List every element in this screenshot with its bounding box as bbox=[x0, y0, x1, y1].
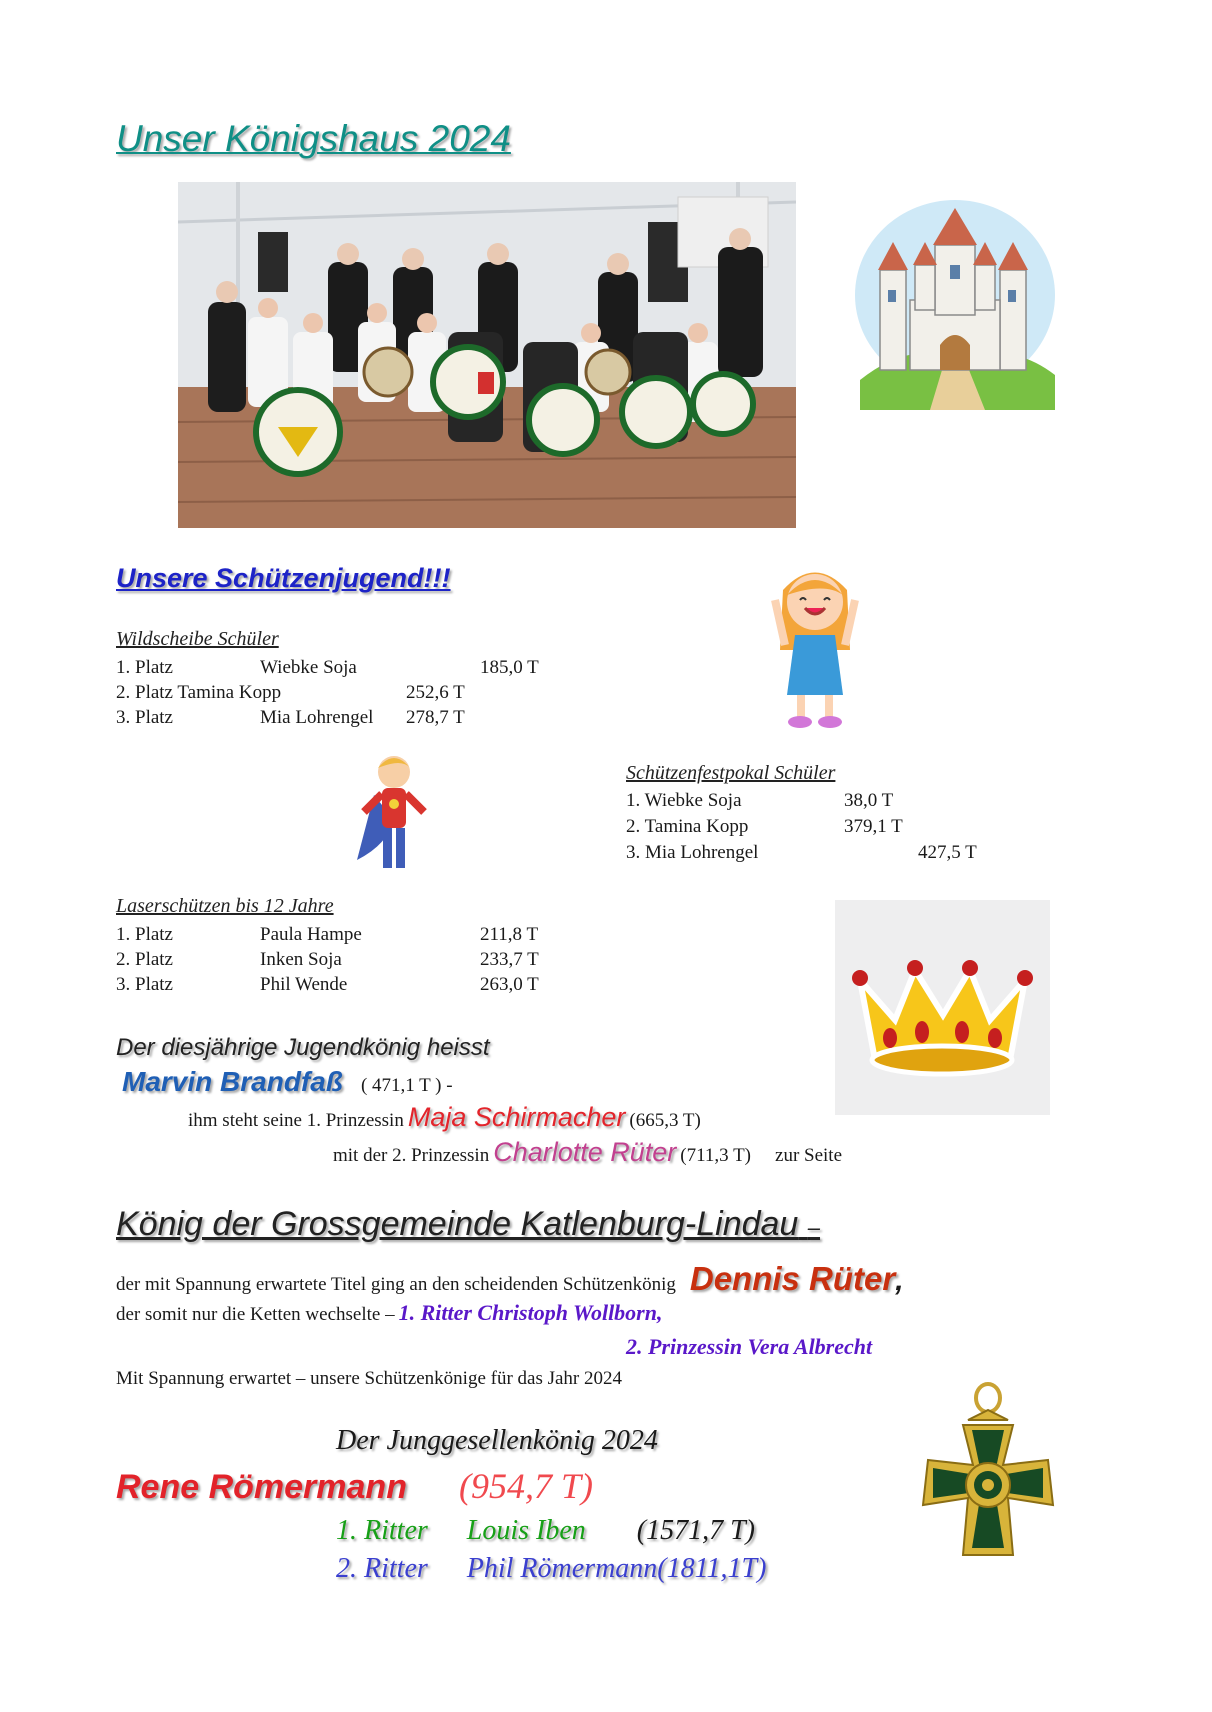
prinzessin-1-score: (665,3 T) bbox=[629, 1110, 701, 1131]
junggesellen-king: Rene Römermann bbox=[116, 1468, 407, 1506]
jugendkoenig-line bbox=[122, 1066, 453, 1098]
prinzessin-1-label: ihm steht seine 1. Prinzessin bbox=[188, 1110, 404, 1131]
prinzessin-1-name: Maja Schirmacher bbox=[407, 1102, 626, 1132]
junggesellen-ritter-2-name: Phil Römermann(1811,1T) bbox=[466, 1553, 767, 1584]
laser-score: 263,0 T bbox=[480, 974, 539, 995]
prinzessin-2-label: mit der 2. Prinzessin bbox=[333, 1145, 490, 1166]
laser-row-2 bbox=[116, 947, 576, 972]
laser-score: 233,7 T bbox=[480, 949, 539, 970]
wildscheibe-name: Wiebke Soja bbox=[260, 657, 357, 678]
wildscheibe-score: 278,7 T bbox=[406, 707, 465, 728]
pokal-row-2 bbox=[626, 814, 1006, 839]
prinzessin-2-post: zur Seite bbox=[775, 1145, 843, 1166]
wildscheibe-score: 252,6 T bbox=[406, 682, 465, 703]
pokal-name: 1. Wiebke Soja bbox=[626, 790, 742, 811]
gemeinde-title: König der Grossgemeinde Katlenburg-Lindau bbox=[116, 1205, 799, 1243]
crown-illustration bbox=[835, 900, 1050, 1115]
gemeinde-line-2 bbox=[116, 1300, 662, 1326]
gemeinde-dash: – bbox=[807, 1215, 821, 1240]
pokal-score: 427,5 T bbox=[918, 842, 977, 863]
junggesellen-king-line bbox=[116, 1465, 593, 1507]
gemeinde-text-1: der mit Spannung erwartete Titel ging an den scheidenden Schützenkönig bbox=[116, 1274, 676, 1295]
jugendkoenig-score: ( 471,1 T ) - bbox=[360, 1075, 453, 1096]
gemeinde-heading bbox=[116, 1205, 820, 1244]
wildscheibe-heading: Wildscheibe Schüler bbox=[116, 628, 279, 650]
junggesellen-ritter-1-name: Louis Iben bbox=[466, 1515, 586, 1546]
junggesellen-ritter-1-label: 1. Ritter bbox=[336, 1515, 428, 1546]
group-photo-illustration bbox=[178, 182, 796, 528]
laser-name: Paula Hampe bbox=[260, 924, 362, 945]
laser-place: 2. Platz bbox=[116, 949, 173, 970]
jugendkoenig-intro: Der diesjährige Jugendkönig heisst bbox=[116, 1034, 490, 1061]
superhero-illustration bbox=[352, 750, 437, 880]
pokal-row-3 bbox=[626, 840, 1006, 865]
wildscheibe-place: 1. Platz bbox=[116, 657, 173, 678]
castle-illustration bbox=[850, 190, 1060, 410]
order-medal-illustration bbox=[908, 1380, 1068, 1580]
group-photo bbox=[178, 182, 796, 528]
laser-score: 211,8 T bbox=[480, 924, 539, 945]
prinzessin-2-line bbox=[333, 1137, 842, 1168]
gemeinde-text-3: Mit Spannung erwartet – unsere Schützenkönige für das Jahr 2024 bbox=[116, 1368, 623, 1389]
jugendkoenig-name: Marvin Brandfaß bbox=[122, 1066, 343, 1097]
jugend-heading: Unsere Schützenjugend!!! bbox=[116, 563, 451, 593]
junggesellen-heading: Der Junggesellenkönig 2024 bbox=[336, 1425, 658, 1456]
gemeinde-king: Dennis Rüter bbox=[689, 1260, 896, 1297]
pokal-name: 3. Mia Lohrengel bbox=[626, 842, 759, 863]
page-title: Unser Königshaus 2024 bbox=[116, 118, 511, 159]
junggesellen-score: (954,7 T) bbox=[458, 1466, 593, 1506]
gemeinde-ritter-2: 2. Prinzessin Vera Albrecht bbox=[626, 1334, 873, 1359]
pokal-score: 38,0 T bbox=[844, 790, 894, 811]
laser-heading: Laserschützen bis 12 Jahre bbox=[116, 895, 334, 917]
wildscheibe-place: 3. Platz bbox=[116, 707, 173, 728]
pokal-score: 379,1 T bbox=[844, 816, 903, 837]
prinzessin-1-line bbox=[188, 1102, 701, 1133]
wildscheibe-row-2 bbox=[116, 680, 596, 705]
laser-name: Phil Wende bbox=[260, 974, 348, 995]
junggesellen-ritter-1 bbox=[336, 1515, 755, 1547]
junggesellen-ritter-2-label: 2. Ritter bbox=[336, 1553, 428, 1584]
prinzessin-2-name: Charlotte Rüter bbox=[493, 1137, 677, 1167]
wildscheibe-row-1 bbox=[116, 655, 596, 680]
laser-place: 1. Platz bbox=[116, 924, 173, 945]
gemeinde-text-2: der somit nur die Ketten wechselte – bbox=[116, 1304, 395, 1325]
wildscheibe-place: 2. Platz Tamina Kopp bbox=[116, 682, 282, 703]
laser-row-1 bbox=[116, 922, 576, 947]
gemeinde-ritter-1: 1. Ritter Christoph Wollborn, bbox=[398, 1300, 663, 1325]
pokal-row-1 bbox=[626, 788, 1006, 813]
gemeinde-line-1 bbox=[116, 1260, 904, 1298]
prinzessin-2-score: (711,3 T) bbox=[680, 1145, 752, 1166]
wildscheibe-name: Mia Lohrengel bbox=[260, 707, 374, 728]
junggesellen-ritter-1-score: (1571,7 T) bbox=[636, 1515, 755, 1546]
laser-row-3 bbox=[116, 972, 576, 997]
junggesellen-ritter-2 bbox=[336, 1553, 766, 1585]
laser-place: 3. Platz bbox=[116, 974, 173, 995]
laser-name: Inken Soja bbox=[260, 949, 342, 970]
pokal-name: 2. Tamina Kopp bbox=[626, 816, 749, 837]
girl-illustration bbox=[765, 560, 865, 735]
gemeinde-comma: , bbox=[895, 1264, 904, 1297]
wildscheibe-row-3 bbox=[116, 705, 596, 730]
wildscheibe-score: 185,0 T bbox=[480, 657, 539, 678]
pokal-heading: Schützenfestpokal Schüler bbox=[626, 762, 836, 784]
